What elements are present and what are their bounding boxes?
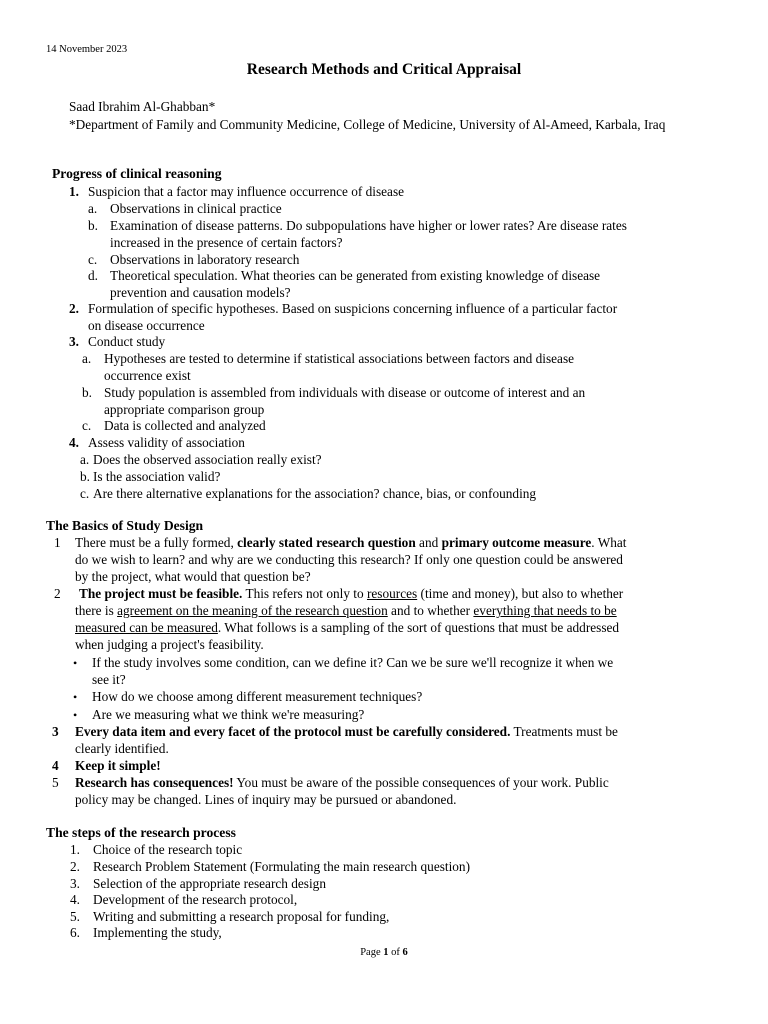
paragraph-line: There must be a fully formed, clearly stated research question and primary outcome measure. What — [75, 535, 627, 550]
section-heading-research-process: The steps of the research process — [46, 825, 236, 840]
list-number: 2. — [70, 859, 80, 874]
list-number: 5 — [52, 775, 59, 790]
list-item: Writing and submitting a research proposal for funding, — [93, 909, 390, 924]
sub-item: Data is collected and analyzed — [104, 418, 266, 433]
list-number: 1 — [54, 535, 61, 550]
sub-item-cont: increased in the presence of certain factors? — [110, 235, 343, 250]
list-number: 4. — [70, 892, 80, 907]
list-number: 3 — [52, 724, 59, 739]
list-item: Implementing the study, — [93, 925, 222, 940]
section-heading-study-design: The Basics of Study Design — [46, 518, 204, 533]
author-name: Saad Ibrahim Al-Ghabban* — [69, 99, 216, 114]
list-item: Research Problem Statement (Formulating the main research question) — [93, 859, 471, 874]
sub-item: Is the association valid? — [93, 469, 221, 484]
bullet-item: If the study involves some condition, can we define it? Can we be sure we'll recognize it when we — [92, 655, 614, 670]
list-number: 2. — [69, 301, 79, 316]
list-item: Assess validity of association — [88, 435, 245, 450]
sub-item: Observations in clinical practice — [110, 201, 282, 216]
sub-marker: d. — [88, 268, 98, 283]
sub-marker: c. — [88, 252, 98, 267]
list-number: 6. — [70, 925, 80, 940]
paragraph-line: by the project, what would that question be? — [75, 569, 311, 584]
sub-marker: c. — [80, 486, 90, 501]
bullet-dot: • — [73, 690, 78, 704]
sub-marker: b. — [80, 469, 90, 484]
sub-marker: a. — [82, 351, 92, 366]
paragraph-line: Research has consequences! You must be aware of the possible consequences of your work. Public — [75, 775, 609, 790]
bullet-item: Are we measuring what we think we're measuring? — [92, 707, 365, 722]
list-item: Conduct study — [88, 334, 166, 349]
bullet-item-cont: see it? — [92, 672, 126, 687]
list-number: 1. — [69, 184, 79, 199]
sub-item-cont: occurrence exist — [104, 368, 191, 383]
sub-marker: b. — [82, 385, 92, 400]
paragraph-line: Keep it simple! — [75, 758, 161, 773]
sub-item: Examination of disease patterns. Do subpopulations have higher or lower rates? Are disease rates — [110, 218, 627, 233]
paragraph-line: policy may be changed. Lines of inquiry may be pursued or abandoned. — [75, 792, 457, 807]
sub-item: Hypotheses are tested to determine if statistical associations between factors and disease — [104, 351, 575, 366]
list-item: Formulation of specific hypotheses. Based on suspicions concerning influence of a particular factor — [88, 301, 618, 316]
bullet-dot: • — [73, 656, 78, 670]
list-item: Suspicion that a factor may influence occurrence of disease — [88, 184, 405, 199]
paragraph-line: measured can be measured. What follows is a sampling of the sort of questions that must be addressed — [75, 620, 620, 635]
list-item-cont: on disease occurrence — [88, 318, 205, 333]
paragraph-line: there is agreement on the meaning of the research question and to whether everything that needs to be — [75, 603, 617, 618]
paragraph-line: when judging a project's feasibility. — [75, 637, 264, 652]
sub-marker: a. — [88, 201, 98, 216]
list-item: Development of the research protocol, — [93, 892, 298, 907]
page-footer: Page 1 of 6 — [360, 947, 408, 958]
document-date: 14 November 2023 — [46, 44, 128, 55]
bullet-dot: • — [73, 708, 78, 722]
list-number: 3. — [69, 334, 79, 349]
list-number: 2 — [54, 586, 61, 601]
sub-item: Study population is assembled from individuals with disease or outcome of interest and an — [104, 385, 586, 400]
list-item: Choice of the research topic — [93, 842, 243, 857]
list-number: 4 — [52, 758, 59, 773]
sub-item-cont: appropriate comparison group — [104, 402, 265, 417]
author-affiliation: *Department of Family and Community Medicine, College of Medicine, University of Al-Ameed, Karbala, Iraq — [69, 117, 666, 132]
sub-item: Observations in laboratory research — [110, 252, 300, 267]
bullet-item: How do we choose among different measurement techniques? — [92, 689, 423, 704]
paragraph-line: do we wish to learn? and why are we conducting this research? If only one question could be answered — [75, 552, 623, 567]
list-number: 3. — [70, 876, 80, 891]
sub-item: Does the observed association really exist? — [93, 452, 322, 467]
section-heading-clinical-reasoning: Progress of clinical reasoning — [52, 166, 222, 181]
sub-item: Are there alternative explanations for the association? chance, bias, or confounding — [93, 486, 537, 501]
paragraph-line: Every data item and every facet of the protocol must be carefully considered. Treatments must be — [75, 724, 618, 739]
document-title: Research Methods and Critical Appraisal — [246, 61, 522, 78]
list-number: 1. — [70, 842, 80, 857]
sub-item-cont: prevention and causation models? — [110, 285, 291, 300]
list-number: 4. — [69, 435, 79, 450]
paragraph-line: The project must be feasible. This refers not only to resources (time and money), but also to whether — [79, 586, 624, 601]
sub-marker: a. — [80, 452, 90, 467]
paragraph-line: clearly identified. — [75, 741, 169, 756]
list-item: Selection of the appropriate research design — [93, 876, 326, 891]
sub-item: Theoretical speculation. What theories can be generated from existing knowledge of disease — [110, 268, 601, 283]
sub-marker: b. — [88, 218, 98, 233]
list-number: 5. — [70, 909, 80, 924]
sub-marker: c. — [82, 418, 92, 433]
